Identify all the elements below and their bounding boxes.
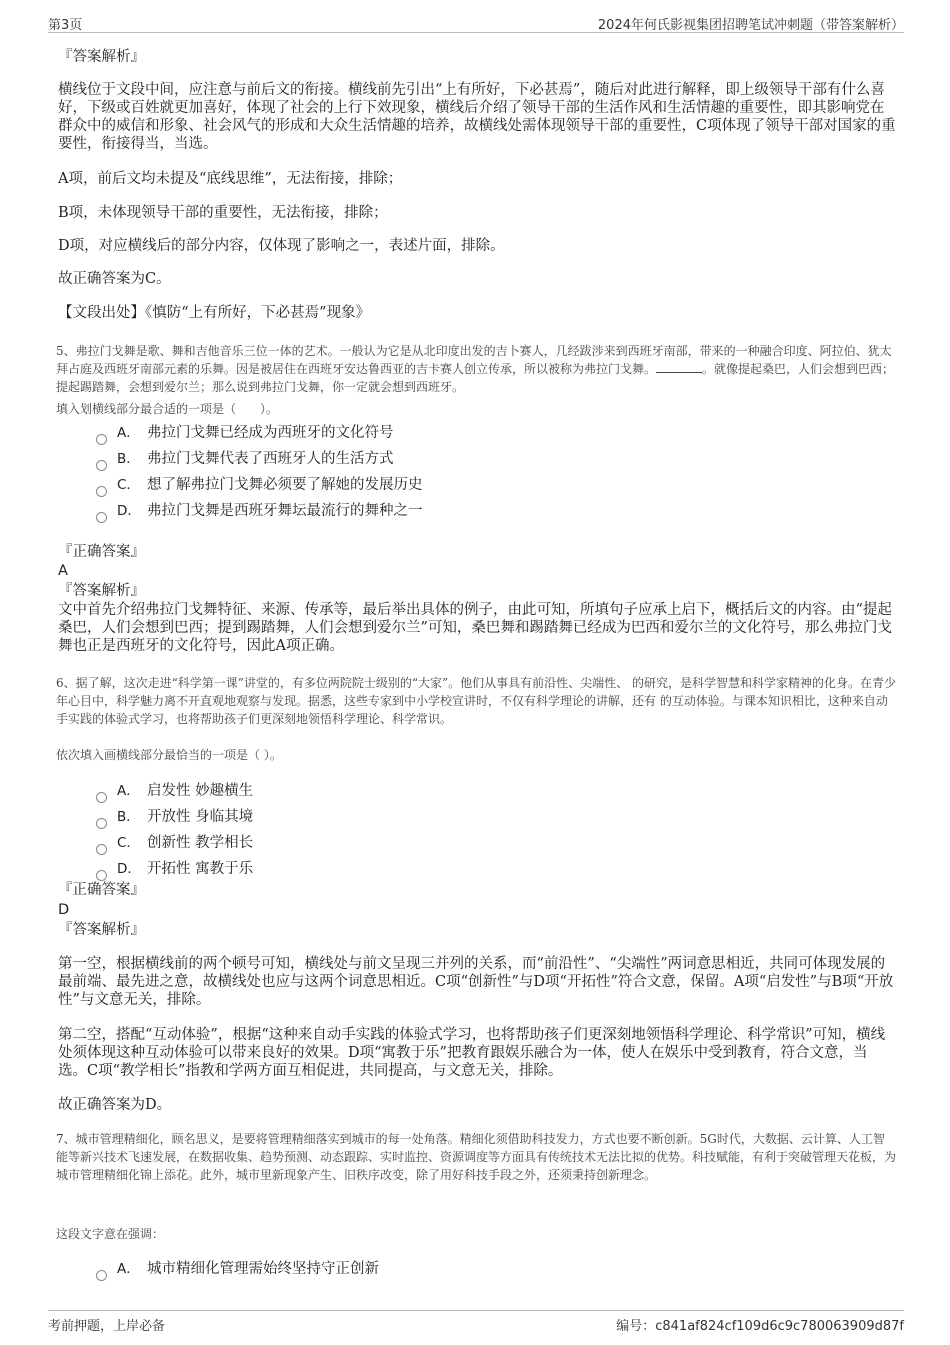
- q6-answer: D: [58, 902, 70, 918]
- q4-analysis: 横线位于文段中间，应注意与前后文的衔接。横线前先引出“上有所好，下必甚焉”，随后对此进行解释，即上级领导干部有什么喜好，下级或百姓就更加喜好，体现了社会的上行下效现象，横线后介绍了领导干部的生活作风和生活情趣的重要性，即其影响党在群众中的威信和形象、社会风气的形成和大众生活情趣的培养，故横线处需体现领导干部的重要性，C项体现了领导干部对国家的重要性，衔接得当，当选。: [58, 82, 896, 152]
- q6-stem: 6、据了解，这次走进“科学第一课”讲堂的，有多位两院院士级别的“大家”。他们从事具有前沿性、尖端性、 的研究，是科学智慧和科学家精神的化身。在青少年心目中，科学魅力离不开直观地观察与发现。据悉，这些专家到中小学校宣讲时，不仅有科学理论的讲解，还有 的互动体验。与课本知识相比，这种来自动手实践的体验式学习，也将帮助孩子们更深刻地领悟科学理论、科学常识。: [56, 676, 896, 726]
- radio-icon[interactable]: [96, 870, 107, 881]
- q7-option-a[interactable]: A． 城市精细化管理需始终坚持守正创新: [96, 1260, 379, 1278]
- q6-analysis-2: 第二空，搭配“互动体验”，根据“这种来自动手实践的体验式学习，也将帮助孩子们更深刻地领悟科学理论、科学常识”可知，横线处须体现这种互动体验可以带来良好的效果。D项“寓教于乐”把教育跟娱乐融合为一体，使人在娱乐中受到教育，符合文意，当选。C项“教学相长”指教和学两方面互相促进，共同提高，与文意无关，排除。: [58, 1027, 886, 1079]
- q4-option-b-analysis: B项，未体现领导干部的重要性，无法衔接，排除；: [58, 205, 388, 221]
- q4-option-d-analysis: D项，对应横线后的部分内容，仅体现了影响之一，表述片面，排除。: [58, 238, 505, 254]
- q6-option-d[interactable]: D． 开拓性 寓教于乐: [96, 860, 253, 878]
- q5-option-d[interactable]: D． 弗拉门戈舞是西班牙舞坛最流行的舞种之一: [96, 502, 423, 520]
- q6-conclusion: 故正确答案为D。: [58, 1097, 172, 1113]
- page-header: [48, 12, 904, 33]
- document-code: 编号：c841af824cf109d6c9c780063909d87f: [616, 1319, 904, 1334]
- q5-option-b[interactable]: B． 弗拉门戈舞代表了西班牙人的生活方式: [96, 450, 394, 468]
- q6-answer-label: 『正确答案』: [58, 882, 145, 898]
- q5-stem-part-2: 。就像提起桑巴，人们会想到巴西；提起踢踏舞，会想到爱尔兰；那么说到弗拉门戈舞，你一定就会想到西班牙。: [56, 362, 895, 394]
- radio-icon[interactable]: [96, 818, 107, 829]
- q5-analysis: 文中首先介绍弗拉门戈舞特征、来源、传承等，最后举出具体的例子，由此可知，所填句子应承上启下，概括后文的内容。由“提起桑巴，人们会想到巴西；提到踢踏舞，人们会想到爱尔兰”可知，桑巴舞和踢踏舞已经成为巴西和爱尔兰的文化符号，那么弗拉门戈舞也正是西班牙的文化符号，因此A项正确。: [58, 602, 892, 654]
- footer-slogan: 考前押题，上岸必备: [48, 1319, 166, 1334]
- q5-stem-part-1: 5、弗拉门戈舞是歌、舞和吉他音乐三位一体的艺术。一般认为它是从北印度出发的吉卜赛人，几经跋涉来到西班牙南部，带来的一种融合印度、阿拉伯、犹太拜占庭及西班牙南部元素的乐舞。因是被居住在西班牙安达鲁西亚的吉卡赛人创立传承，所以被称为弗拉门戈舞。: [56, 344, 892, 376]
- page-number: 第3页: [48, 18, 83, 33]
- q6-analysis-1: 第一空，根据横线前的两个顿号可知，横线处与前文呈现三并列的关系，而“前沿性”、“尖端性”两词意思相近，共同可体现发展的最前端、最先进之意，故横线处也应与这两个词意思相近。C项“创新性”与D项“开拓性”符合文意，保留。A项“启发性”与B项“开放性”与文意无关，排除。: [58, 956, 894, 1008]
- radio-icon[interactable]: [96, 792, 107, 803]
- q7-stem: 7、城市管理精细化，顾名思义，是要将管理精细落实到城市的每一处角落。精细化须借助科技发力，方式也要不断创新。5G时代，大数据、云计算、人工智能等新兴技术飞速发展，在数据收集、趋势预测、动态跟踪、实时监控、资源调度等方面具有传统技术无法比拟的优势。科技赋能，有利于突破管理天花板，为城市管理精细化锦上添花。此外，城市里新现象产生、旧秩序改变，除了用好科技手段之外，还须秉持创新理念。: [56, 1132, 897, 1182]
- page-footer: [48, 1310, 904, 1334]
- q5-option-c[interactable]: C． 想了解弗拉门戈舞必须要了解她的发展历史: [96, 476, 423, 494]
- radio-icon[interactable]: [96, 1270, 107, 1281]
- radio-icon[interactable]: [96, 486, 107, 497]
- q6-option-b[interactable]: B． 开放性 身临其境: [96, 808, 253, 826]
- q5-instruction: 填入划横线部分最合适的一项是（ ）。: [56, 402, 279, 416]
- q7-instruction: 这段文字意在强调：: [56, 1227, 165, 1241]
- q5-answer: A: [58, 563, 68, 579]
- q4-source: 【文段出处】《慎防“上有所好，下必甚焉”现象》: [58, 305, 371, 321]
- q4-option-a-analysis: A项，前后文均未提及“底线思维”，无法衔接，排除；: [58, 171, 403, 187]
- q5-answer-label: 『正确答案』: [58, 544, 145, 560]
- q6-analysis-label: 『答案解析』: [58, 922, 145, 938]
- radio-icon[interactable]: [96, 460, 107, 471]
- q5-option-a[interactable]: A． 弗拉门戈舞已经成为西班牙的文化符号: [96, 424, 394, 442]
- document-title: 2024年何氏影视集团招聘笔试冲刺题（带答案解析）: [597, 18, 904, 33]
- q5-stem: [56, 342, 896, 396]
- radio-icon[interactable]: [96, 512, 107, 523]
- q6-option-c[interactable]: C． 创新性 教学相长: [96, 834, 253, 852]
- q6-instruction: 依次填入画横线部分最恰当的一项是（ ）。: [56, 748, 282, 762]
- q6-option-a[interactable]: A． 启发性 妙趣横生: [96, 782, 253, 800]
- q4-conclusion: 故正确答案为C。: [58, 271, 171, 287]
- radio-icon[interactable]: [96, 434, 107, 445]
- q5-blank: [656, 360, 702, 373]
- q5-analysis-label: 『答案解析』: [58, 583, 145, 599]
- q4-analysis-label: 『答案解析』: [58, 49, 145, 65]
- radio-icon[interactable]: [96, 844, 107, 855]
